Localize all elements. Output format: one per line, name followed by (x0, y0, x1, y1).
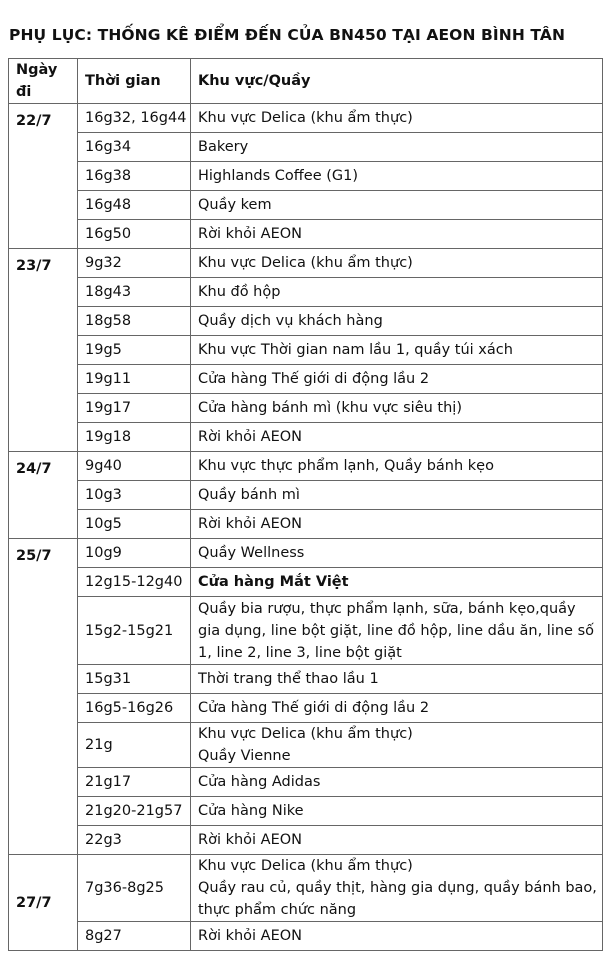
table-row (9, 922, 603, 951)
time-cell: 22g3 (78, 826, 191, 855)
time-cell: 15g2-15g21 (78, 597, 191, 665)
time-cell: 19g5 (78, 336, 191, 365)
table-header-row (9, 59, 603, 104)
table-row (9, 307, 603, 336)
time-cell: 7g36-8g25 (78, 855, 191, 922)
table-row (9, 568, 603, 597)
time-cell: 15g31 (78, 665, 191, 694)
place-text: Rời khỏi AEON (198, 226, 303, 242)
time-cell: 21g20-21g57 (78, 797, 191, 826)
time-cell: 19g11 (78, 365, 191, 394)
date-cell: 25/7 (9, 539, 78, 855)
table-row (9, 104, 603, 133)
place-cell (191, 826, 603, 855)
table-row (9, 481, 603, 510)
time-cell: 8g27 (78, 922, 191, 951)
place-cell (191, 452, 603, 481)
place-cell (191, 723, 603, 768)
table-row (9, 694, 603, 723)
time-cell: 9g40 (78, 452, 191, 481)
place-text: Cửa hàng Adidas (198, 774, 321, 790)
table-row (9, 278, 603, 307)
place-cell (191, 220, 603, 249)
place-text: Cửa hàng bánh mì (khu vực siêu thị) (198, 400, 462, 416)
date-cell: 24/7 (9, 452, 78, 539)
time-cell: 16g48 (78, 191, 191, 220)
place-cell (191, 162, 603, 191)
place-cell (191, 797, 603, 826)
document-title: PHỤ LỤC: THỐNG KÊ ĐIỂM ĐẾN CỦA BN450 TẠI AEON BÌNH TÂN (9, 26, 566, 44)
place-cell (191, 278, 603, 307)
header-date: Ngày đi (9, 59, 78, 104)
table-row (9, 191, 603, 220)
table-row (9, 423, 603, 452)
place-text: Khu vực Delica (khu ẩm thực) (198, 726, 413, 742)
table-row (9, 249, 603, 278)
table-row (9, 452, 603, 481)
date-cell: 27/7 (9, 855, 78, 951)
place-text: Rời khỏi AEON (198, 832, 303, 848)
place-text: Thời trang thể thao lầu 1 (198, 671, 379, 687)
place-text: Highlands Coffee (G1) (198, 168, 359, 184)
place-text: Rời khỏi AEON (198, 429, 303, 445)
place-cell (191, 365, 603, 394)
place-text-secondary: Quầy rau củ, quầy thịt, hàng gia dụng, quầy bánh bao, thực phẩm chức năng (198, 880, 597, 918)
place-cell (191, 249, 603, 278)
table-row (9, 855, 603, 922)
place-cell (191, 768, 603, 797)
place-cell (191, 855, 603, 922)
place-cell (191, 133, 603, 162)
place-cell (191, 597, 603, 665)
place-text: Khu vực Thời gian nam lầu 1, quầy túi xách (198, 342, 513, 358)
table-row (9, 365, 603, 394)
time-cell: 21g17 (78, 768, 191, 797)
date-cell: 23/7 (9, 249, 78, 452)
table-row (9, 133, 603, 162)
place-cell (191, 336, 603, 365)
time-cell: 16g5-16g26 (78, 694, 191, 723)
place-cell (191, 394, 603, 423)
place-cell (191, 665, 603, 694)
place-text: Quầy Wellness (198, 545, 305, 561)
place-cell (191, 922, 603, 951)
place-text: Bakery (198, 139, 249, 155)
header-place: Khu vực/Quầy (191, 59, 603, 104)
time-cell: 18g43 (78, 278, 191, 307)
visit-log-table (8, 58, 603, 951)
date-cell: 22/7 (9, 104, 78, 249)
table-row (9, 665, 603, 694)
place-cell (191, 510, 603, 539)
table-row (9, 768, 603, 797)
table-row (9, 394, 603, 423)
place-text: Cửa hàng Nike (198, 803, 304, 819)
table-row (9, 723, 603, 768)
place-cell (191, 191, 603, 220)
place-text: Quầy kem (198, 197, 272, 213)
place-text: Cửa hàng Thế giới di động lầu 2 (198, 371, 430, 387)
table-row (9, 510, 603, 539)
table-row (9, 539, 603, 568)
table-row (9, 220, 603, 249)
table-row (9, 336, 603, 365)
place-cell (191, 568, 603, 597)
header-time: Thời gian (78, 59, 191, 104)
place-cell (191, 481, 603, 510)
place-text: Cửa hàng Mắt Việt (198, 574, 349, 590)
place-text: Khu vực Delica (khu ẩm thực) (198, 858, 413, 874)
place-cell (191, 539, 603, 568)
place-text: Quầy dịch vụ khách hàng (198, 313, 383, 329)
time-cell: 18g58 (78, 307, 191, 336)
place-text: Khu đồ hộp (198, 284, 281, 300)
place-text: Quầy bánh mì (198, 487, 300, 503)
time-cell: 10g9 (78, 539, 191, 568)
time-cell: 9g32 (78, 249, 191, 278)
place-text: Khu vực Delica (khu ẩm thực) (198, 110, 413, 126)
table-row (9, 597, 603, 665)
place-cell (191, 307, 603, 336)
time-cell: 16g38 (78, 162, 191, 191)
place-text: Cửa hàng Thế giới di động lầu 2 (198, 700, 430, 716)
time-cell: 19g18 (78, 423, 191, 452)
time-cell: 19g17 (78, 394, 191, 423)
place-text: Rời khỏi AEON (198, 928, 303, 944)
time-cell: 12g15-12g40 (78, 568, 191, 597)
place-text: Khu vực Delica (khu ẩm thực) (198, 255, 413, 271)
place-cell (191, 423, 603, 452)
place-text: Rời khỏi AEON (198, 516, 303, 532)
time-cell: 21g (78, 723, 191, 768)
time-cell: 16g34 (78, 133, 191, 162)
table-row (9, 826, 603, 855)
place-text: Khu vực thực phẩm lạnh, Quầy bánh kẹo (198, 458, 494, 474)
place-text: Quầy bia rượu, thực phẩm lạnh, sữa, bánh kẹo,quầy gia dụng, line bột giặt, line đồ hộp, line dầu ăn, line số 1, line 2, line 3, line bột giặt (198, 600, 595, 661)
place-text-secondary: Quầy Vienne (198, 748, 291, 764)
time-cell: 16g32, 16g44 (78, 104, 191, 133)
time-cell: 16g50 (78, 220, 191, 249)
place-cell (191, 694, 603, 723)
place-cell (191, 104, 603, 133)
table-row (9, 162, 603, 191)
time-cell: 10g5 (78, 510, 191, 539)
table-row (9, 797, 603, 826)
time-cell: 10g3 (78, 481, 191, 510)
